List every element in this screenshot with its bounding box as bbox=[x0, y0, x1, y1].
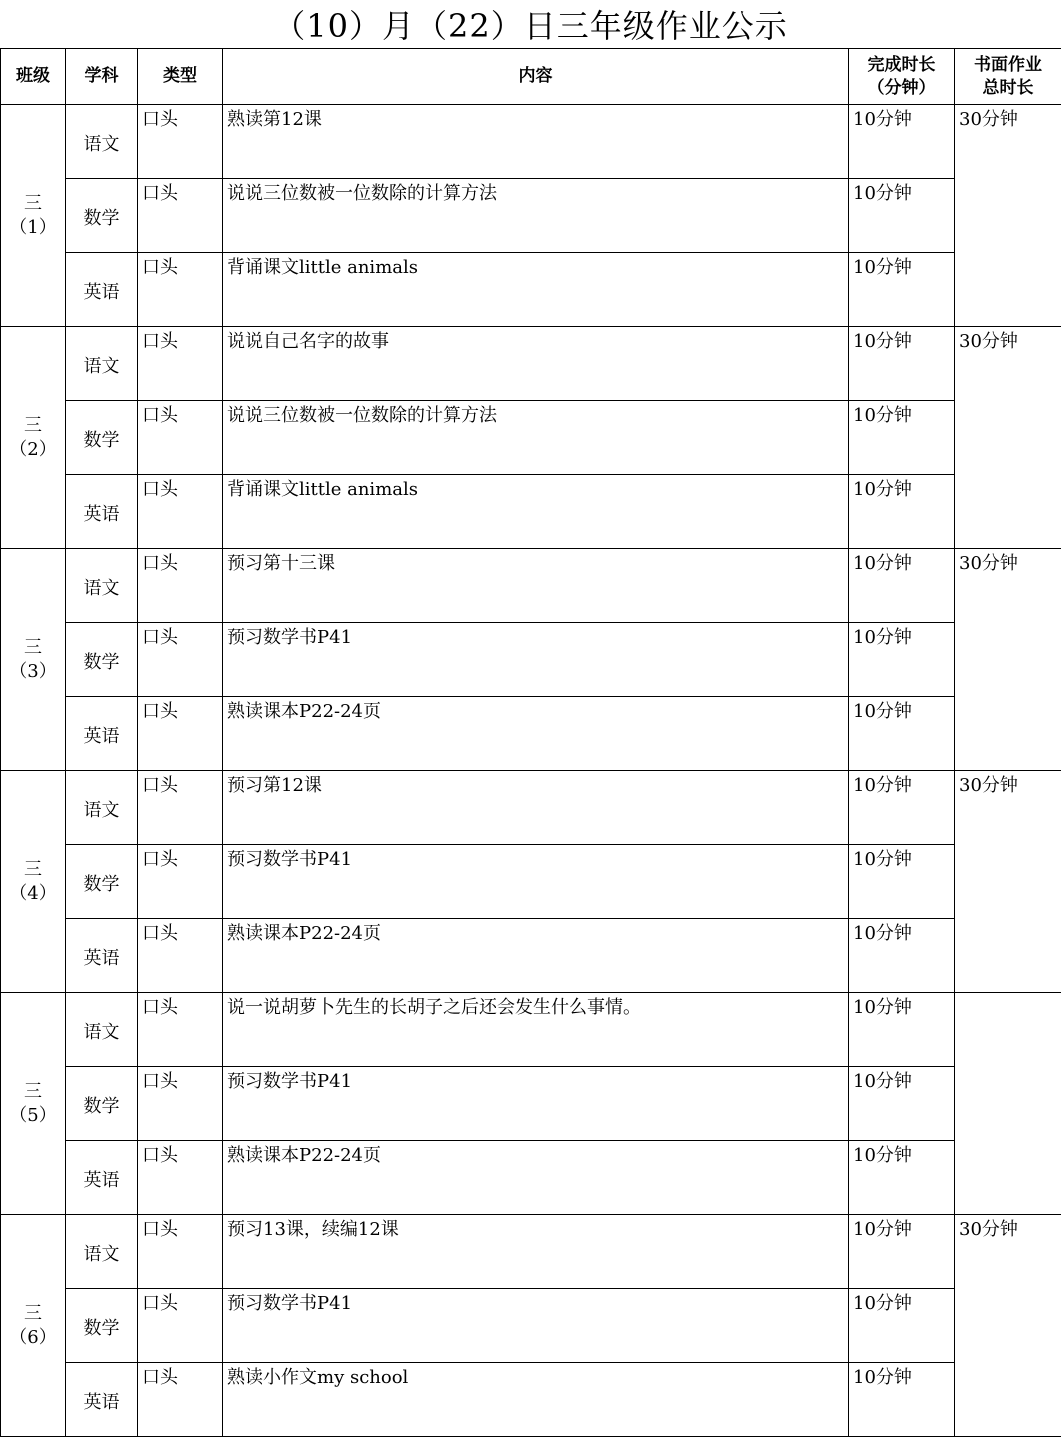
table-row bbox=[1, 771, 1061, 845]
total-time-cell bbox=[955, 993, 1061, 1215]
header-content: 内容 bbox=[223, 49, 849, 105]
class-cell bbox=[1, 1215, 66, 1437]
time-cell: 10分钟 bbox=[849, 1215, 955, 1289]
table-row bbox=[1, 993, 1061, 1067]
content-cell: 预习第12课 bbox=[223, 771, 849, 845]
content-cell: 熟读小作文my school bbox=[223, 1363, 849, 1437]
page-title: （10）月（22）日三年级作业公示 bbox=[0, 0, 1061, 48]
table-row bbox=[1, 697, 1061, 771]
time-cell: 10分钟 bbox=[849, 105, 955, 179]
content-cell: 熟读课本P22-24页 bbox=[223, 697, 849, 771]
subject-cell: 数学 bbox=[66, 401, 138, 475]
table-row bbox=[1, 1363, 1061, 1437]
type-cell: 口头 bbox=[138, 1215, 223, 1289]
time-cell: 10分钟 bbox=[849, 845, 955, 919]
time-cell: 10分钟 bbox=[849, 179, 955, 253]
content-cell: 说说三位数被一位数除的计算方法 bbox=[223, 179, 849, 253]
subject-cell: 语文 bbox=[66, 105, 138, 179]
subject-cell: 数学 bbox=[66, 1289, 138, 1363]
class-cell bbox=[1, 105, 66, 327]
subject-cell: 数学 bbox=[66, 179, 138, 253]
type-cell: 口头 bbox=[138, 1289, 223, 1363]
total-time-cell: 30分钟 bbox=[955, 105, 1061, 327]
type-cell: 口头 bbox=[138, 845, 223, 919]
time-cell: 10分钟 bbox=[849, 549, 955, 623]
type-cell: 口头 bbox=[138, 1067, 223, 1141]
subject-cell: 英语 bbox=[66, 1141, 138, 1215]
type-cell: 口头 bbox=[138, 179, 223, 253]
header-total-line2: 总时长 bbox=[983, 78, 1034, 98]
table-row bbox=[1, 1215, 1061, 1289]
header-time-line1: 完成时长 bbox=[868, 55, 936, 75]
content-cell: 背诵课文little animals bbox=[223, 253, 849, 327]
class-number: （2） bbox=[1, 438, 65, 462]
subject-cell: 英语 bbox=[66, 1363, 138, 1437]
header-class: 班级 bbox=[1, 49, 66, 105]
header-subject: 学科 bbox=[66, 49, 138, 105]
class-cell bbox=[1, 771, 66, 993]
type-cell: 口头 bbox=[138, 1363, 223, 1437]
header-time bbox=[849, 49, 955, 105]
subject-cell: 数学 bbox=[66, 1067, 138, 1141]
class-number: （6） bbox=[1, 1326, 65, 1350]
type-cell: 口头 bbox=[138, 623, 223, 697]
header-total bbox=[955, 49, 1061, 105]
class-number: （5） bbox=[1, 1104, 65, 1128]
content-cell: 熟读第12课 bbox=[223, 105, 849, 179]
table-row bbox=[1, 475, 1061, 549]
subject-cell: 语文 bbox=[66, 993, 138, 1067]
content-cell: 说一说胡萝卜先生的长胡子之后还会发生什么事情。 bbox=[223, 993, 849, 1067]
content-cell: 预习数学书P41 bbox=[223, 1289, 849, 1363]
time-cell: 10分钟 bbox=[849, 771, 955, 845]
time-cell: 10分钟 bbox=[849, 623, 955, 697]
table-row bbox=[1, 253, 1061, 327]
time-cell: 10分钟 bbox=[849, 475, 955, 549]
class-number: （3） bbox=[1, 660, 65, 684]
subject-cell: 语文 bbox=[66, 1215, 138, 1289]
type-cell: 口头 bbox=[138, 697, 223, 771]
content-cell: 说说三位数被一位数除的计算方法 bbox=[223, 401, 849, 475]
time-cell: 10分钟 bbox=[849, 253, 955, 327]
content-cell: 预习数学书P41 bbox=[223, 845, 849, 919]
header-row bbox=[1, 49, 1061, 105]
subject-cell: 语文 bbox=[66, 327, 138, 401]
type-cell: 口头 bbox=[138, 1141, 223, 1215]
class-number: （4） bbox=[1, 882, 65, 906]
table-row bbox=[1, 401, 1061, 475]
content-cell: 背诵课文little animals bbox=[223, 475, 849, 549]
table-row bbox=[1, 549, 1061, 623]
type-cell: 口头 bbox=[138, 993, 223, 1067]
class-cell bbox=[1, 549, 66, 771]
header-total-line1: 书面作业 bbox=[974, 55, 1042, 75]
subject-cell: 数学 bbox=[66, 623, 138, 697]
type-cell: 口头 bbox=[138, 549, 223, 623]
time-cell: 10分钟 bbox=[849, 1067, 955, 1141]
type-cell: 口头 bbox=[138, 253, 223, 327]
subject-cell: 英语 bbox=[66, 697, 138, 771]
content-cell: 熟读课本P22-24页 bbox=[223, 1141, 849, 1215]
class-grade: 三 bbox=[1, 858, 65, 882]
class-number: （1） bbox=[1, 216, 65, 240]
class-grade: 三 bbox=[1, 1302, 65, 1326]
type-cell: 口头 bbox=[138, 401, 223, 475]
subject-cell: 语文 bbox=[66, 549, 138, 623]
class-grade: 三 bbox=[1, 1080, 65, 1104]
class-cell bbox=[1, 993, 66, 1215]
homework-table bbox=[0, 48, 1061, 1437]
table-row bbox=[1, 919, 1061, 993]
subject-cell: 数学 bbox=[66, 845, 138, 919]
table-row bbox=[1, 1289, 1061, 1363]
total-time-cell: 30分钟 bbox=[955, 327, 1061, 549]
subject-cell: 英语 bbox=[66, 475, 138, 549]
content-cell: 预习13课，续编12课 bbox=[223, 1215, 849, 1289]
table-row bbox=[1, 327, 1061, 401]
total-time-cell: 30分钟 bbox=[955, 771, 1061, 993]
table-row bbox=[1, 1067, 1061, 1141]
type-cell: 口头 bbox=[138, 771, 223, 845]
type-cell: 口头 bbox=[138, 105, 223, 179]
table-row bbox=[1, 845, 1061, 919]
content-cell: 预习第十三课 bbox=[223, 549, 849, 623]
table-row bbox=[1, 1141, 1061, 1215]
type-cell: 口头 bbox=[138, 919, 223, 993]
subject-cell: 英语 bbox=[66, 919, 138, 993]
table-row bbox=[1, 623, 1061, 697]
header-type: 类型 bbox=[138, 49, 223, 105]
content-cell: 预习数学书P41 bbox=[223, 623, 849, 697]
class-grade: 三 bbox=[1, 414, 65, 438]
time-cell: 10分钟 bbox=[849, 993, 955, 1067]
content-cell: 说说自己名字的故事 bbox=[223, 327, 849, 401]
total-time-cell: 30分钟 bbox=[955, 1215, 1061, 1437]
class-grade: 三 bbox=[1, 636, 65, 660]
time-cell: 10分钟 bbox=[849, 697, 955, 771]
header-time-line2: （分钟） bbox=[868, 78, 936, 98]
subject-cell: 英语 bbox=[66, 253, 138, 327]
time-cell: 10分钟 bbox=[849, 1141, 955, 1215]
class-cell bbox=[1, 327, 66, 549]
total-time-cell: 30分钟 bbox=[955, 549, 1061, 771]
time-cell: 10分钟 bbox=[849, 1289, 955, 1363]
table-body bbox=[1, 105, 1061, 1437]
type-cell: 口头 bbox=[138, 327, 223, 401]
subject-cell: 语文 bbox=[66, 771, 138, 845]
content-cell: 熟读课本P22-24页 bbox=[223, 919, 849, 993]
table-row bbox=[1, 105, 1061, 179]
time-cell: 10分钟 bbox=[849, 327, 955, 401]
time-cell: 10分钟 bbox=[849, 401, 955, 475]
class-grade: 三 bbox=[1, 192, 65, 216]
content-cell: 预习数学书P41 bbox=[223, 1067, 849, 1141]
time-cell: 10分钟 bbox=[849, 1363, 955, 1437]
table-row bbox=[1, 179, 1061, 253]
type-cell: 口头 bbox=[138, 475, 223, 549]
time-cell: 10分钟 bbox=[849, 919, 955, 993]
